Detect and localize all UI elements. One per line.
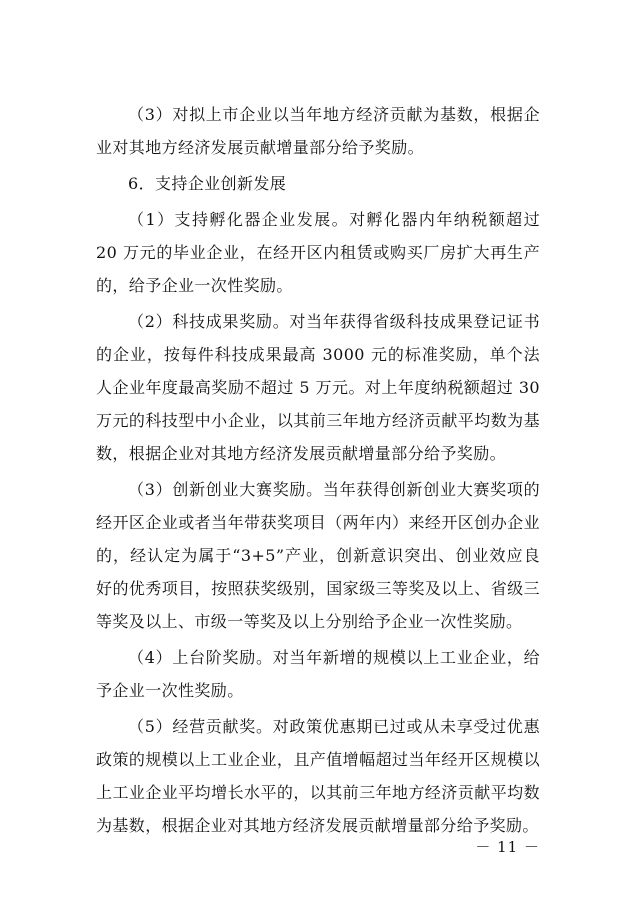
section-heading-innovation: 6．支持企业创新发展 (128, 174, 287, 193)
paragraph-tech-achievement: （2）科技成果奖励。对当年获得省级科技成果登记证书的企业，按每件科技成果最高 3000 元的标准奖励，单个法人企业年度最高奖励不超过 5 万元。对上年度纳税额超过 30 万元的科技型中小企业，以其前三年地方经济贡献平均数为基数，根据企业对其地方经济发展贡献增量部分给予奖励。 (96, 312, 540, 463)
paragraph-operating-contribution: （5）经营贡献奖。对政策优惠期已过或从未享受过优惠政策的规模以上工业企业，且产值增幅超过当年经开区规模以上工业企业平均增长水平的，以其前三年地方经济贡献平均数为基数，根据企业对其地方经济发展贡献增量部分给予奖励。 (96, 717, 540, 835)
document-body (96, 98, 540, 845)
paragraph-step-up-reward: （4）上台阶奖励。对当年新增的规模以上工业企业，给予企业一次性奖励。 (96, 648, 540, 700)
paragraph-listed-company-reward: （3）对拟上市企业以当年地方经济贡献为基数，根据企业对其地方经济发展贡献增量部分给予奖励。 (96, 105, 540, 157)
page-number: － 11 － (475, 838, 540, 856)
paragraph-incubator: （1）支持孵化器企业发展。对孵化器内年纳税额超过 20 万元的毕业企业，在经开区内租赁或购买厂房扩大再生产的，给予企业一次性奖励。 (96, 210, 540, 295)
paragraph-innovation-contest: （3）创新创业大赛奖励。当年获得创新创业大赛奖项的经开区企业或者当年带获奖项目（两年内）来经开区创办企业的，经认定为属于“3+5”产业，创新意识突出、创业效应良好的优秀项目，按照获奖级别，国家级三等奖及以上、省级三等奖及以上、市级一等奖及以上分别给予企业一次性奖励。 (96, 480, 540, 631)
